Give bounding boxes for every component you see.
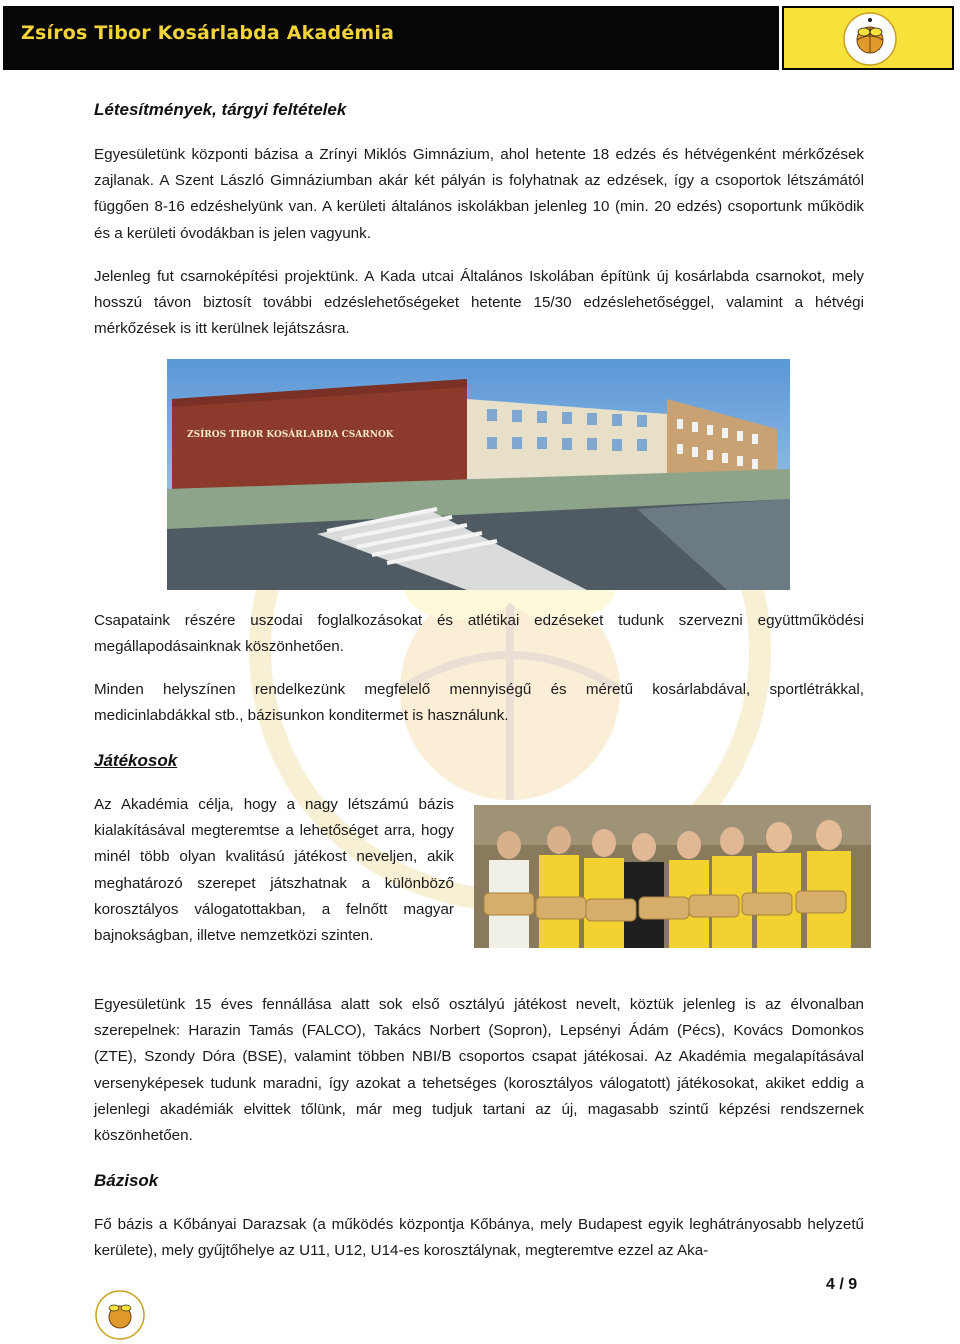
paragraph-hall-project: Jelenleg fut csarnoképítési projektünk. A Kada utcai Általános Iskolában építünk új kosárlabda csarnokot, mely hosszú távon biztosít további edzéslehetőségeket hetente 15/30 edzéslehetőséggel, valamint a hétvégi mérkőzések is itt kerülnek lejátszásra. [94,268,864,338]
header-logo [782,6,954,70]
team-photo-image [474,805,871,948]
section-title-bases: Bázisok [94,1171,159,1190]
paragraph-pool-athletics: Csapataink részére uszodai foglalkozásokat és atlétikai edzéseket tudunk szervezni együttműködési megállapodásainknak köszönhetően. [94,612,864,656]
paragraph-main-base-kobanya: Fő bázis a Kőbányai Darazsak (a működés központja Kőbánya, mely Budapest egyik leghátrányosabb helyzetű kerülete), mely gyűjtőhelye az U11, U12, U14-es korosztálynak, megteremtve ezzel az Aka- [94,1216,864,1260]
footer-academy-logo-icon [92,1288,148,1342]
building-render-illustration [167,359,790,590]
building-render-image [167,359,790,590]
page-header [0,0,960,76]
hall-sign-text: ZSÍROS TIBOR KOSÁRLABDA CSARNOK [187,430,394,440]
paragraph-academy-goal: Az Akadémia célja, hogy a nagy létszámú bázis kialakításával megteremtse a lehetőséget arra, hogy minél több olyan kvalitású játékost neveljen, akik meghatározó szerepet játszhatnak a különböző korosztályos válogatottakban, a felnőtt magyar bajnokságban, illetve nemzetközi szinten. [94,796,454,945]
section-title-facilities: Létesítmények, tárgyi feltételek [94,100,347,119]
academy-logo-icon [842,10,898,68]
paragraph-equipment: Minden helyszínen rendelkezünk megfelelő mennyiségű és méretű kosárlabdával, sportlétrákkal, medicinlabdákkal stb., bázisunkon konditermet is használunk. [94,681,864,725]
header-bar [3,6,779,70]
paragraph-players-raised: Egyesületünk 15 éves fennállása alatt sok első osztályú játékost nevelt, köztük jelenleg is az élvonalban szerepelnek: Harazin Tamás (FALCO), Takács Norbert (Sopron), Lepsényi Ádám (Pécs), Kovács Domonkos (ZTE), Szondy Dóra (BSE), valamint többen NBI/B csoportos csapat játékosai. Az Akadémia megalapításával versenyképesek tudunk maradni, így azokat a tehetséges (korosztályos válogatott) játékosokat, akiket eddig a jelenlegi akadémiák elvittek tőlünk, már meg tudjuk tartani az új, magasabb szintű képzési rendszernek köszönhetően. [94,996,864,1145]
team-photo-illustration [474,805,871,948]
page-number: 4 / 9 [826,1276,858,1293]
section-title-players: Játékosok [94,751,178,770]
paragraph-main-base: Egyesületünk központi bázisa a Zrínyi Miklós Gimnázium, ahol hetente 18 edzés és hétvégenként mérkőzések zajlanak. A Szent László Gimnáziumban akár két pályán is folyhatnak az edzések, így a csoportok létszámától függően 8-16 edzéshelyünk van. A kerületi általános iskolákban jelenleg 10 (min. 20 edzés) csoportunk működik és a kerületi óvodákban is jelen vagyunk. [94,146,864,242]
header-title: Zsíros Tibor Kosárlabda Akadémia [21,22,395,44]
